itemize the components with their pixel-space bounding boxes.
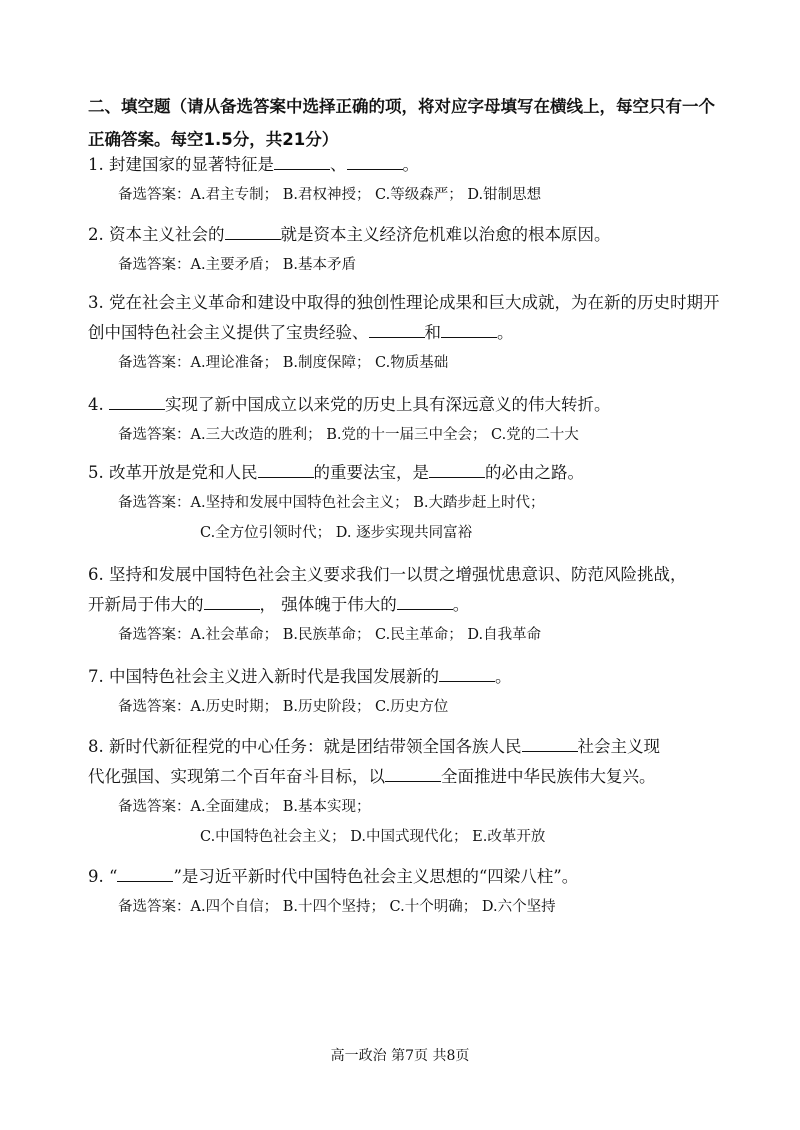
answer-blank[interactable] <box>429 462 485 478</box>
question-8 <box>88 732 728 852</box>
question-stem: 9. “ ”是习近平新时代中国特色社会主义思想的“四梁八柱”。 <box>88 867 579 886</box>
question-stem-line-1: 6. 坚持和发展中国特色社会主义要求我们一以贯之增强忧患意识、防范风险挑战， <box>88 565 687 584</box>
answer-blank[interactable] <box>441 322 497 338</box>
answer-blank[interactable] <box>347 154 403 170</box>
answer-blank[interactable] <box>397 594 453 610</box>
question-stem: 5. 改革开放是党和人民 的重要法宝，是 的必由之路。 <box>88 463 584 482</box>
answer-blank[interactable] <box>369 322 425 338</box>
answer-options-line-2: C.全方位引领时代； D. 逐步实现共同富裕 <box>200 525 473 541</box>
question-2 <box>88 220 728 280</box>
answer-blank[interactable] <box>439 666 495 682</box>
answer-options: 备选答案：A.历史时期； B.历史阶段； C.历史方位 <box>118 699 449 715</box>
answer-blank[interactable] <box>204 594 260 610</box>
answer-options-line-2: C.中国特色社会主义； D.中国式现代化； E.改革开放 <box>200 829 546 845</box>
answer-blank[interactable] <box>274 154 330 170</box>
question-7 <box>88 662 728 722</box>
question-stem-line-1: 3. 党在社会主义革命和建设中取得的独创性理论成果和巨大成就，为在新的历史时期开 <box>88 293 720 312</box>
answer-blank[interactable] <box>225 224 281 240</box>
question-stem-line-2: 开新局于伟大的 ， 强体魄于伟大的 。 <box>88 595 470 614</box>
question-stem-line-2: 创中国特色社会主义提供了宝贵经验、 和 。 <box>88 323 514 342</box>
question-6 <box>88 560 728 650</box>
question-1 <box>88 150 728 210</box>
answer-options: 备选答案：A.四个自信； B.十四个坚持； C.十个明确； D.六个坚持 <box>118 899 556 915</box>
question-stem: 2. 资本主义社会的 就是资本主义经济危机难以治愈的根本原因。 <box>88 225 611 244</box>
question-4 <box>88 390 728 450</box>
question-stem: 1. 封建国家的显著特征是 、 。 <box>88 155 419 174</box>
answer-options: 备选答案：A.全面建成； B.基本实现； <box>118 799 371 815</box>
question-stem-line-2: 代化强国、实现第二个百年奋斗目标，以 全面推进中华民族伟大复兴。 <box>88 767 656 786</box>
question-9 <box>88 862 728 922</box>
answer-options: 备选答案：A.坚持和发展中国特色社会主义； B.大踏步赶上时代； <box>118 495 545 511</box>
answer-blank[interactable] <box>109 394 165 410</box>
answer-blank[interactable] <box>385 766 441 782</box>
answer-blank[interactable] <box>117 866 173 882</box>
answer-options: 备选答案：A.三大改造的胜利； B.党的十一届三中全会； C.党的二十大 <box>118 427 579 443</box>
answer-options: 备选答案：A.理论准备； B.制度保障； C.物质基础 <box>118 355 449 371</box>
answer-options: 备选答案：A.主要矛盾； B.基本矛盾 <box>118 257 356 273</box>
question-stem: 4. 实现了新中国成立以来党的历史上具有深远意义的伟大转折。 <box>88 395 611 414</box>
section-heading <box>88 90 728 156</box>
question-3 <box>88 288 728 378</box>
answer-options: 备选答案：A.社会革命； B.民族革命； C.民主革命； D.自我革命 <box>118 627 542 643</box>
question-stem-line-1: 8. 新时代新征程党的中心任务：就是团结带领全国各族人民 社会主义现 <box>88 737 660 756</box>
page-footer: 高一政治 第7页 共8页 <box>330 1048 470 1064</box>
answer-blank[interactable] <box>522 736 578 752</box>
question-stem: 7. 中国特色社会主义进入新时代是我国发展新的 。 <box>88 667 512 686</box>
section-heading-line-1: 二、填空题（请从备选答案中选择正确的项，将对应字母填写在横线上，每空只有一个 <box>88 97 715 116</box>
section-heading-line-2: 正确答案。每空1.5分，共21分） <box>88 130 339 149</box>
answer-blank[interactable] <box>258 462 314 478</box>
question-5 <box>88 458 728 548</box>
answer-options: 备选答案：A.君主专制； B.君权神授； C.等级森严； D.钳制思想 <box>118 187 542 203</box>
